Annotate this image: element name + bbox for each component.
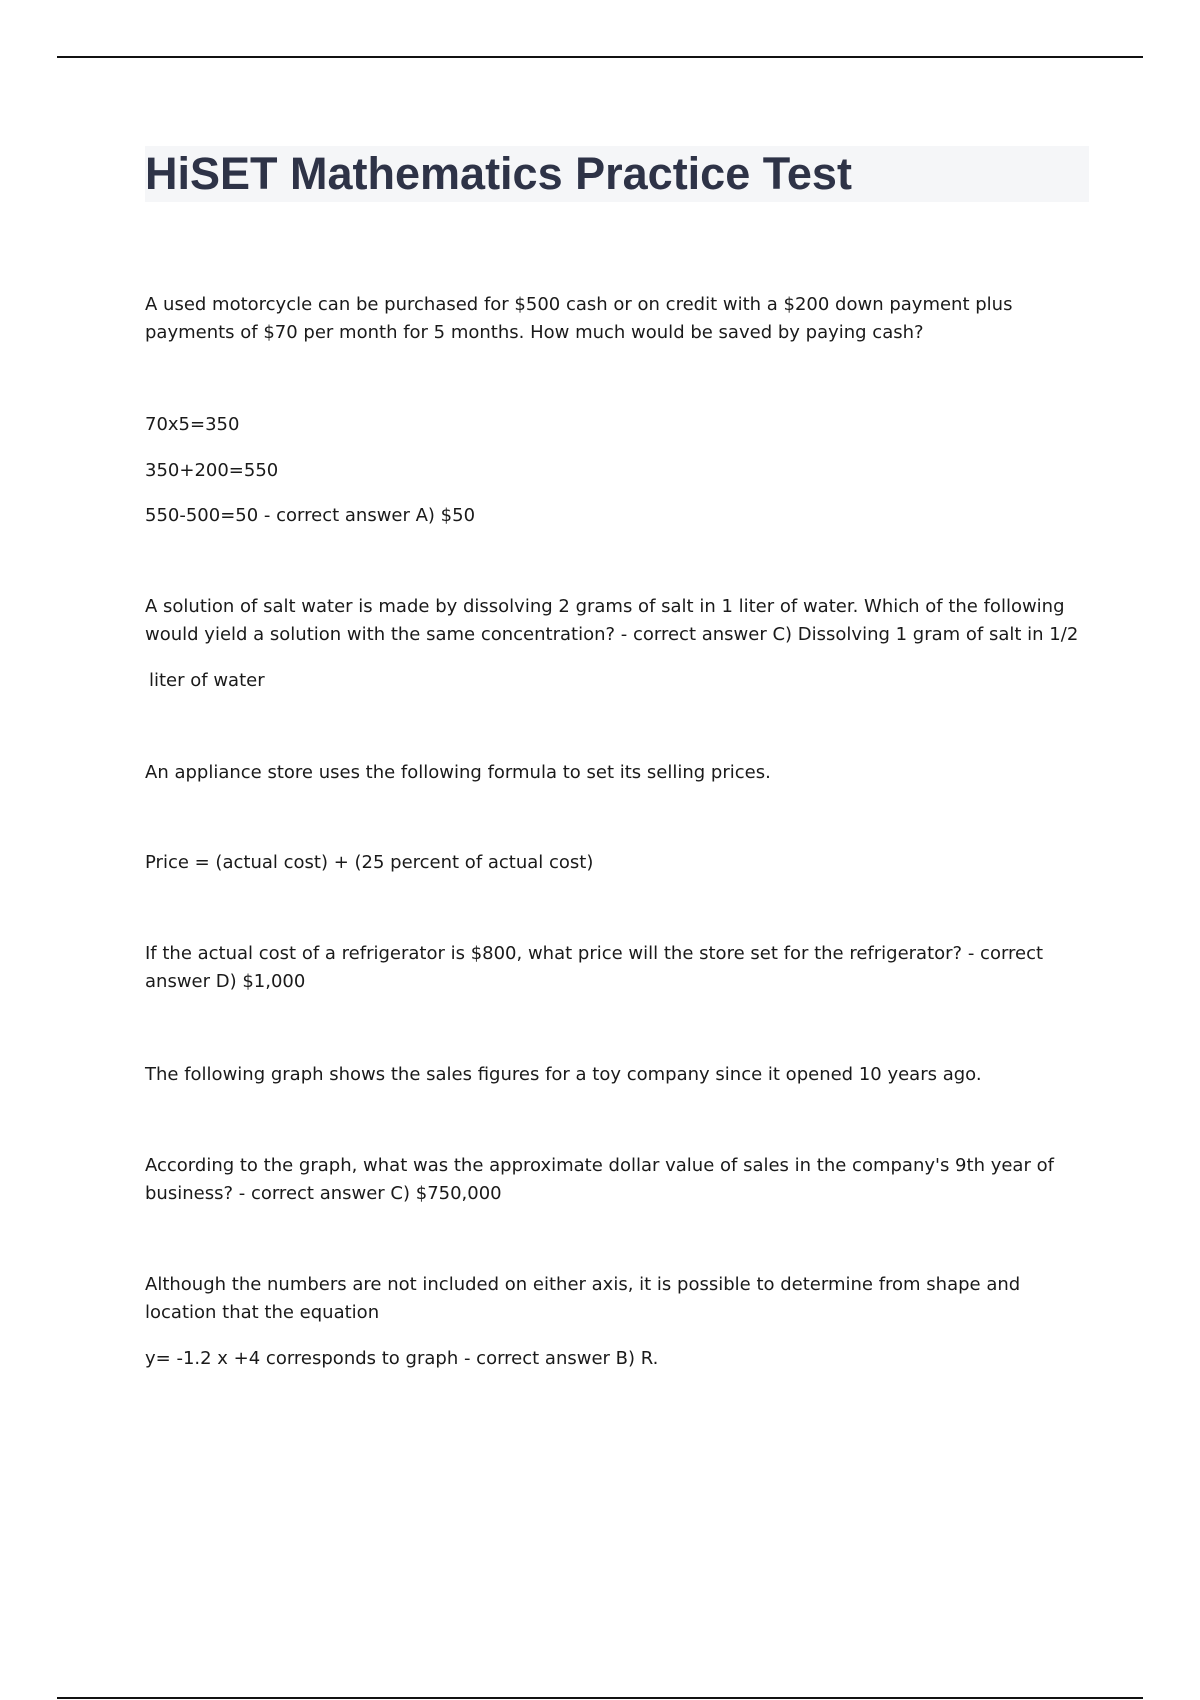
question-refrigerator: If the actual cost of a refrigerator is $800, what price will the store set for the refrigerator? - correct answer D) $1,000 [145, 943, 1044, 992]
question-salt-water: A solution of salt water is made by dissolving 2 grams of salt in 1 liter of water. Which of the following would yield a solution with the same concentration? - correct answer C) Dissolving 1 gram of salt in 1/2 [145, 596, 1079, 645]
graph-intro: The following graph shows the sales figures for a toy company since it opened 10 years ago. [145, 1064, 982, 1085]
work-step-1: 70x5=350 [145, 414, 240, 435]
question-appliance-store: An appliance store uses the following formula to set its selling prices. [145, 762, 771, 783]
answer-motorcycle: 550-500=50 - correct answer A) $50 [145, 505, 476, 526]
question-toy-sales: According to the graph, what was the approximate dollar value of sales in the company's 9th year of business? - correct answer C) $750,000 [145, 1155, 1054, 1204]
question-motorcycle: A used motorcycle can be purchased for $500 cash or on credit with a $200 down payment plus payments of $70 per month for 5 months. How much would be saved by paying cash? [145, 294, 1013, 343]
question-equation-graph: Although the numbers are not included on either axis, it is possible to determine from shape and location that the equation [145, 1274, 1021, 1323]
price-formula: Price = (actual cost) + (25 percent of actual cost) [145, 852, 594, 873]
answer-equation-graph: y= -1.2 x +4 corresponds to graph - correct answer B) R. [145, 1348, 659, 1369]
bottom-rule [57, 1697, 1143, 1699]
question-salt-water-continued: liter of water [149, 670, 265, 691]
work-step-2: 350+200=550 [145, 460, 279, 481]
top-rule [57, 56, 1143, 58]
page-title: HiSET Mathematics Practice Test [145, 148, 852, 199]
